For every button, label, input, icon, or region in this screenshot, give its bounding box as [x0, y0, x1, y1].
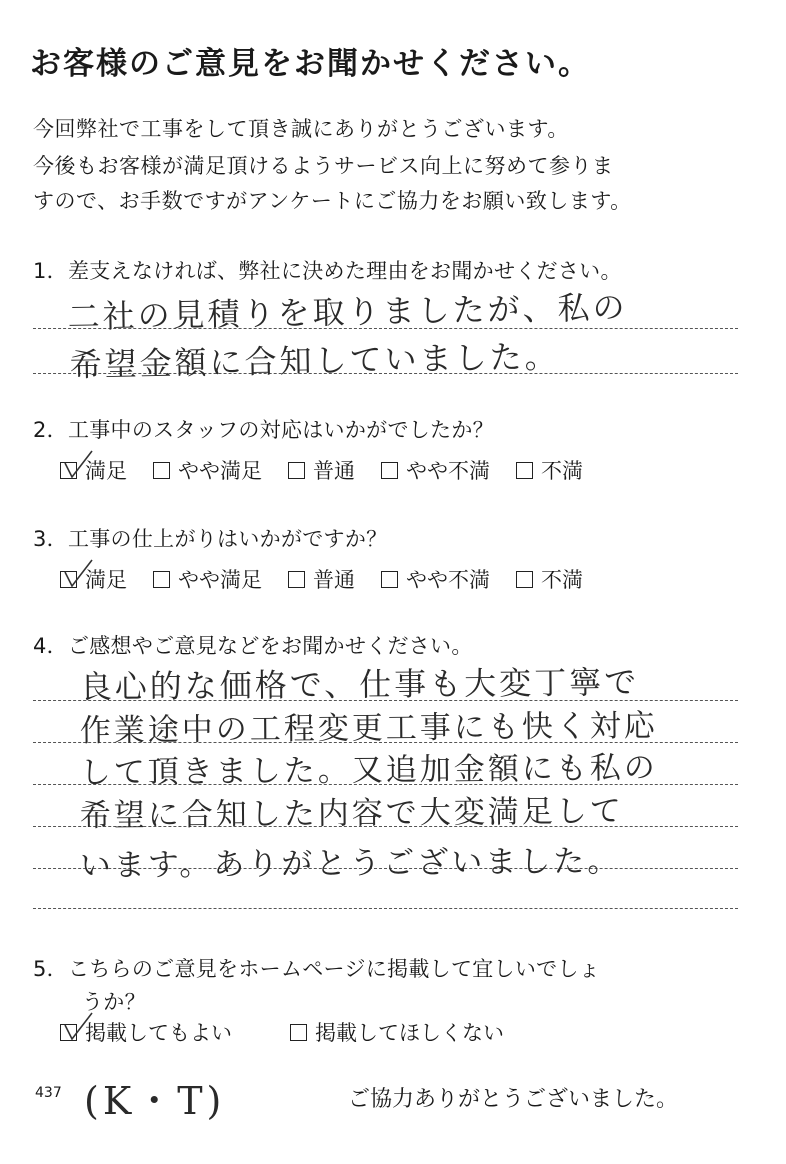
option-somewhat-dissatisfied[interactable]: [381, 564, 490, 594]
option-label: 不満: [541, 568, 583, 592]
question-4-answer-line-3: して頂きました。又追加金額にも私の: [79, 749, 658, 792]
checkbox[interactable]: [381, 571, 398, 588]
checkbox[interactable]: [516, 571, 533, 588]
thanks-message: ご協力ありがとうございました。: [348, 1087, 679, 1112]
option-label: 普通: [313, 459, 355, 483]
intro-line-2: 今後もお客様が満足頂けるようサービス向上に努めて参りま: [33, 154, 614, 178]
option-average[interactable]: [288, 455, 355, 485]
question-4-label: 4．ご感想やご意見などをお聞かせください。: [33, 634, 473, 658]
intro-line-1: 今回弊社で工事をして頂き誠にありがとうございます。: [33, 117, 569, 141]
option-deny-publish[interactable]: [290, 1017, 504, 1047]
checkbox[interactable]: [60, 462, 77, 479]
option-satisfied[interactable]: [60, 564, 127, 594]
question-5-label-line-1: 5．こちらのご意見をホームページに掲載して宜しいでしょ: [33, 957, 601, 981]
option-label: やや不満: [406, 568, 490, 592]
option-label: 不満: [541, 459, 583, 483]
option-label: 満足: [85, 459, 127, 483]
question-1-answer-line-1: 二社の見積りを取りましたが、私の: [67, 288, 628, 337]
option-dissatisfied[interactable]: [516, 455, 583, 485]
option-allow-publish[interactable]: [60, 1017, 232, 1047]
question-5-label-line-2: うか？: [82, 990, 146, 1014]
question-2-label: 2．工事中のスタッフの対応はいかがでしたか？: [33, 418, 494, 442]
option-label: やや満足: [178, 459, 262, 483]
checkbox[interactable]: [60, 571, 77, 588]
checkbox[interactable]: [288, 571, 305, 588]
option-somewhat-satisfied[interactable]: [153, 455, 262, 485]
question-5-options: [60, 1017, 530, 1047]
checkbox[interactable]: [290, 1024, 307, 1041]
intro-line-3: すので、お手数ですがアンケートにご協力をお願い致します。: [33, 189, 632, 213]
question-3-options: [60, 564, 609, 594]
question-4-answer-line-4: 希望に合知した内容で大変満足して: [79, 793, 624, 835]
option-satisfied[interactable]: [60, 455, 127, 485]
question-2-options: [60, 455, 609, 485]
option-label: 掲載してほしくない: [315, 1021, 504, 1045]
option-average[interactable]: [288, 564, 355, 594]
question-4-answer-line-1: 良心的な価格で、仕事も大変丁寧で: [79, 663, 640, 707]
option-label: 普通: [313, 568, 355, 592]
answer-line: [33, 908, 738, 909]
page-title: お客様のご意見をお聞かせください。: [30, 46, 591, 82]
question-1-label: 1．差支えなければ、弊社に決めた理由をお聞かせください。: [33, 259, 622, 283]
question-4-answer-line-2: 作業途中の工程変更工事にも快く対応: [79, 707, 658, 750]
option-label: 掲載してもよい: [85, 1021, 232, 1045]
checkbox[interactable]: [153, 462, 170, 479]
form-number: 437: [35, 1085, 62, 1101]
checkbox[interactable]: [288, 462, 305, 479]
checkbox[interactable]: [381, 462, 398, 479]
option-label: 満足: [85, 568, 127, 592]
option-label: やや不満: [406, 459, 490, 483]
option-dissatisfied[interactable]: [516, 564, 583, 594]
checkbox[interactable]: [516, 462, 533, 479]
option-somewhat-dissatisfied[interactable]: [381, 455, 490, 485]
checkbox[interactable]: [60, 1024, 77, 1041]
question-3-label: 3．工事の仕上がりはいかがですか？: [33, 527, 388, 551]
option-label: やや満足: [178, 568, 262, 592]
customer-signature: (K・T): [84, 1079, 226, 1123]
question-4-answer-line-5: います。ありがとうございました。: [79, 843, 622, 885]
checkbox[interactable]: [153, 571, 170, 588]
question-1-answer-line-2: 希望金額に合知していました。: [69, 337, 560, 385]
option-somewhat-satisfied[interactable]: [153, 564, 262, 594]
